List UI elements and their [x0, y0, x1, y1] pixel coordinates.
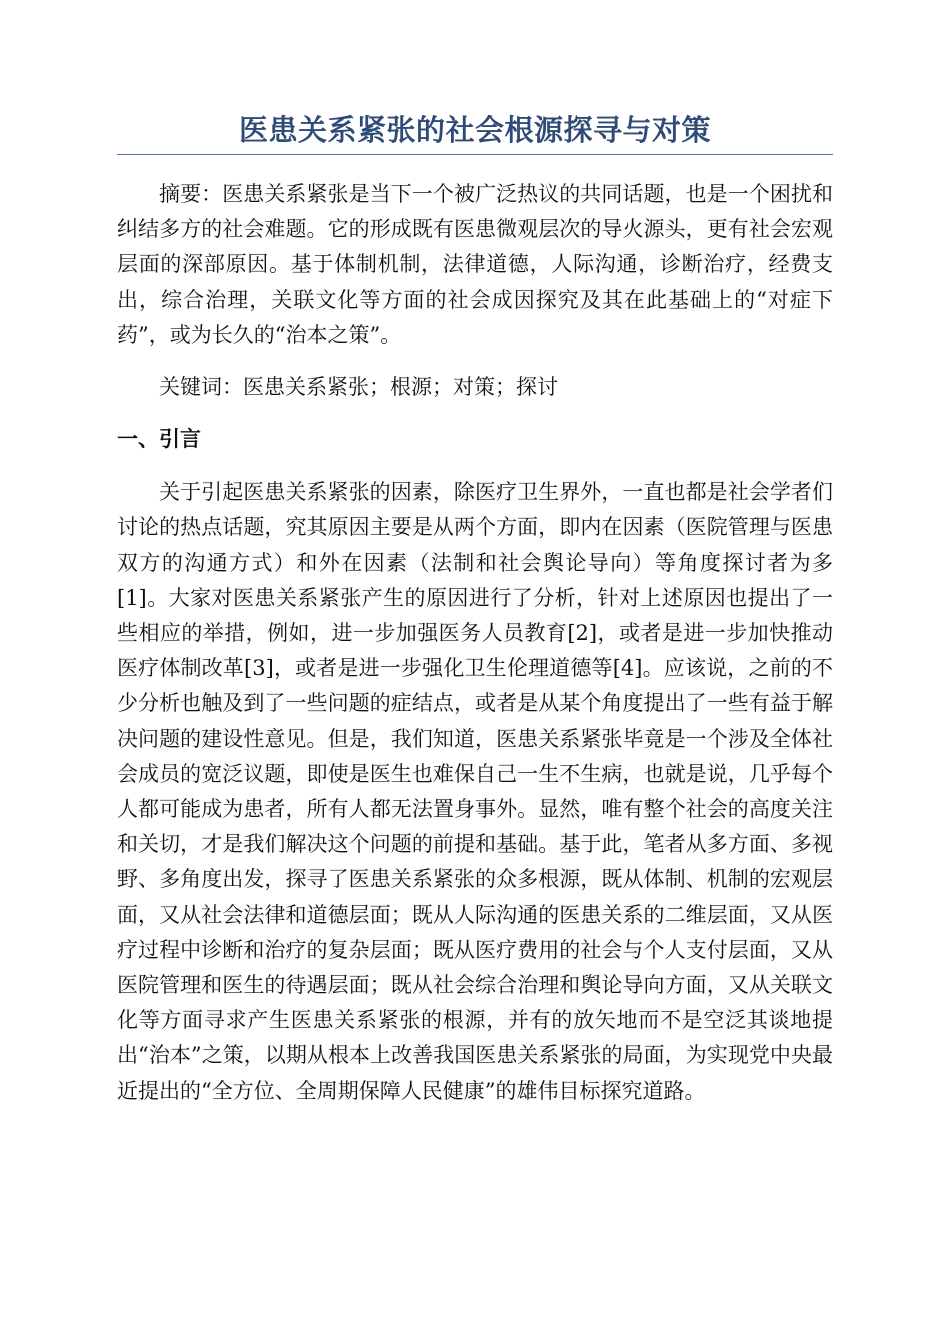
document-page — [117, 108, 833, 1109]
document-title: 医患关系紧张的社会根源探寻与对策 — [117, 108, 833, 155]
abstract-paragraph: 摘要：医患关系紧张是当下一个被广泛热议的共同话题，也是一个困扰和纠结多方的社会难题。它的形成既有医患微观层次的导火源头，更有社会宏观层面的深部原因。基于体制机制，法律道德，人际沟通，诊断治疗，经费支出，综合治理，关联文化等方面的社会成因探究及其在此基础上的“对症下药”，或为长久的“治本之策”。 — [117, 182, 833, 347]
keywords-paragraph: 关键词：医患关系紧张；根源；对策；探讨 — [159, 375, 558, 400]
introduction-paragraph: 关于引起医患关系紧张的因素，除医疗卫生界外，一直也都是社会学者们讨论的热点话题，究其原因主要是从两个方面，即内在因素（医院管理与医患双方的沟通方式）和外在因素（法制和社会舆论导向）等角度探讨者为多[1]。大家对医患关系紧张产生的原因进行了分析，针对上述原因也提出了一些相应的举措，例如，进一步加强医务人员教育[2]，或者是进一步加快推动医疗体制改革[3]，或者是进一步强化卫生伦理道德等[4]。应该说，之前的不少分析也触及到了一些问题的症结点，或者是从某个角度提出了一些有益于解决问题的建设性意见。但是，我们知道，医患关系紧张毕竟是一个涉及全体社会成员的宽泛议题，即使是医生也难保自己一生不生病，也就是说，几乎每个人都可能成为患者，所有人都无法置身事外。显然，唯有整个社会的高度关注和关切，才是我们解决这个问题的前提和基础。基于此，笔者从多方面、多视野、多角度出发，探寻了医患关系紧张的众多根源，既从体制、机制的宏观层面，又从社会法律和道德层面；既从人际沟通的医患关系的二维层面，又从医疗过程中诊断和治疗的复杂层面；既从医疗费用的社会与个人支付层面，又从医院管理和医生的待遇层面；既从社会综合治理和舆论导向方面，又从关联文化等方面寻求产生医患关系紧张的根源，并有的放矢地而不是空泛其谈地提出“治本”之策，以期从根本上改善我国医患关系紧张的局面，为实现党中央最近提出的“全方位、全周期保障人民健康”的雄伟目标探究道路。 — [117, 480, 833, 1103]
section-heading-introduction: 一、引言 — [117, 427, 201, 452]
